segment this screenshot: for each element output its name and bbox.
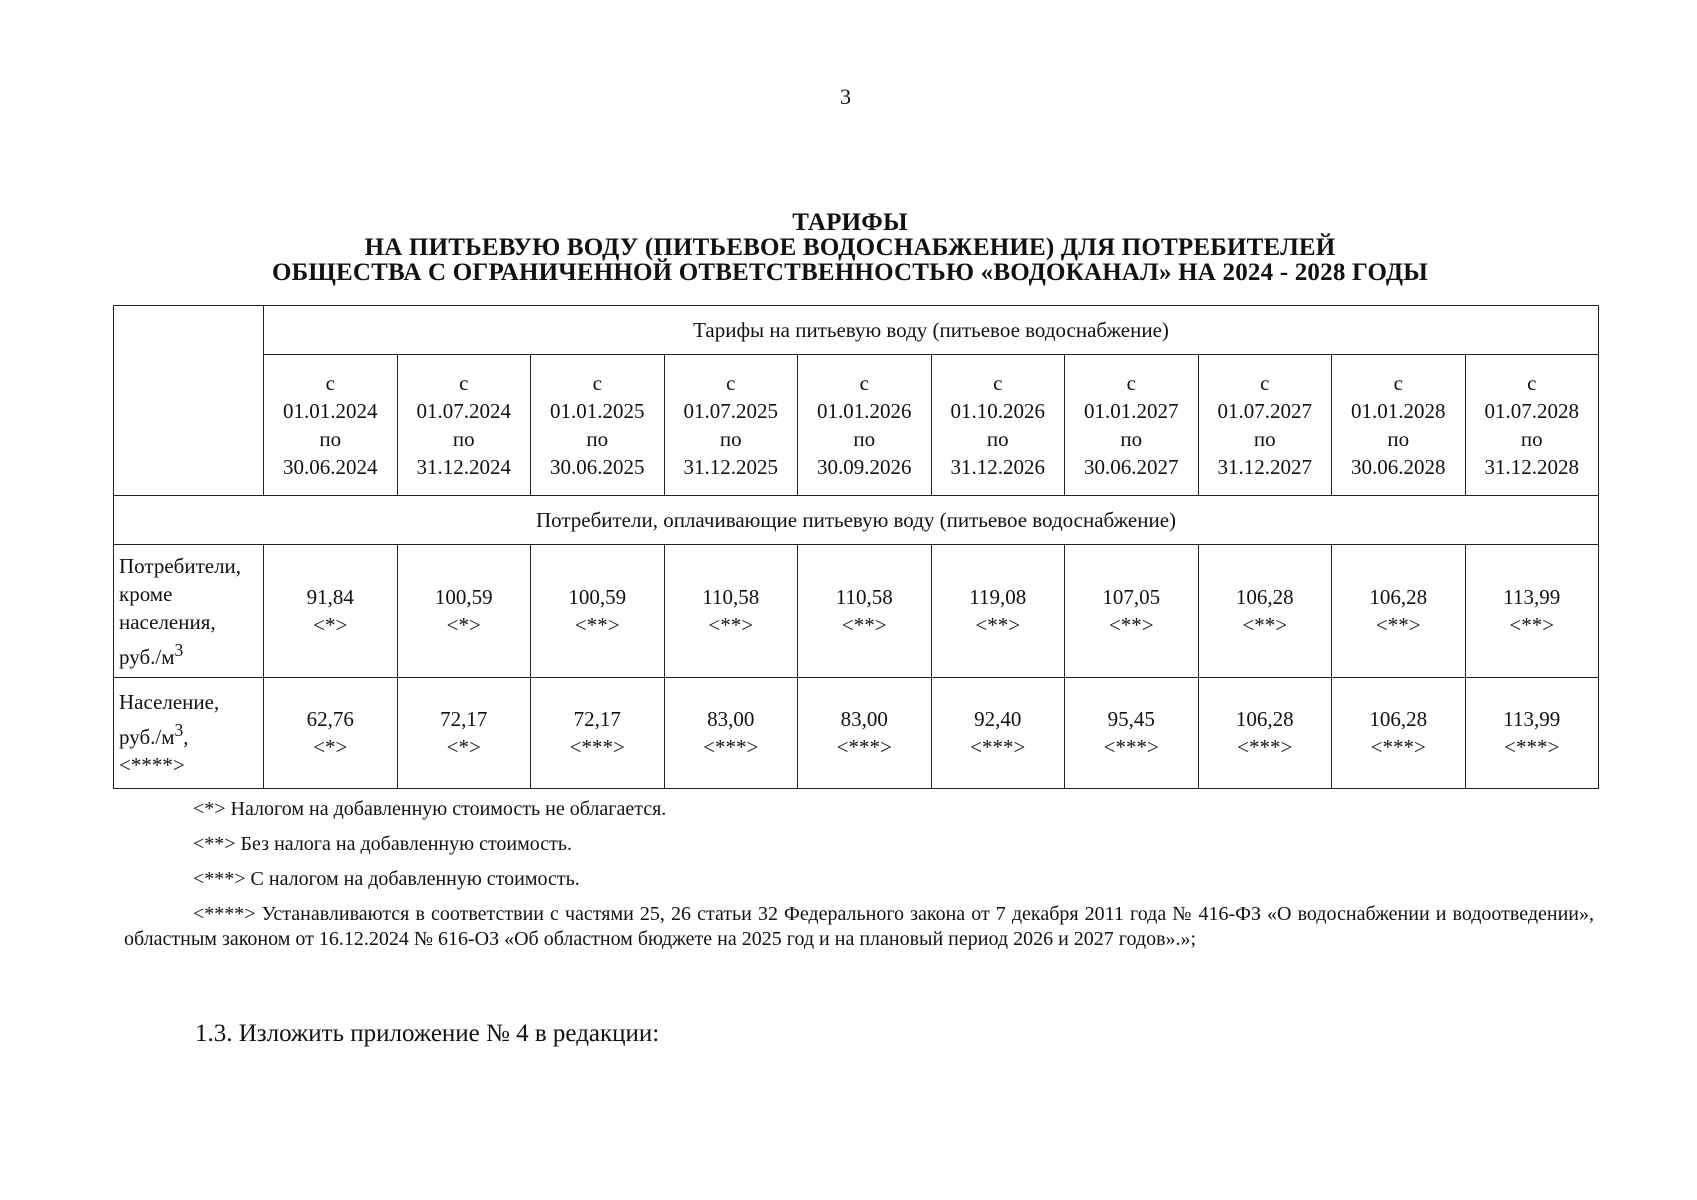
tariffs-header: Тарифы на питьевую воду (питьевое водоснабжение) xyxy=(264,306,1599,355)
tariff-value-cell: 83,00 <***> xyxy=(798,678,932,789)
period-header: с 01.01.2028 по 30.06.2028 xyxy=(1332,355,1466,496)
tariff-value-cell: 110,58 <**> xyxy=(664,545,798,678)
footnote-3: <***> С налогом на добавленную стоимость. xyxy=(193,868,580,890)
tariff-value-cell: 106,28 <**> xyxy=(1332,545,1466,678)
row-label-population: Население, $руб./м^3$, <****> xyxy=(114,678,264,789)
title-line-1: ТАРИФЫ xyxy=(792,209,908,236)
corner-cell xyxy=(114,306,264,496)
tariff-value-cell: 119,08 <**> xyxy=(931,545,1065,678)
period-header: с 01.07.2027 по 31.12.2027 xyxy=(1198,355,1332,496)
tariff-value-cell: 100,59 <**> xyxy=(531,545,665,678)
period-header: с 01.07.2024 по 31.12.2024 xyxy=(397,355,531,496)
tariff-value-cell: 100,59 <*> xyxy=(397,545,531,678)
tariff-value-cell: 92,40 <***> xyxy=(931,678,1065,789)
tariff-value-cell: 62,76 <*> xyxy=(264,678,398,789)
tariff-value-cell: 95,45 <***> xyxy=(1065,678,1199,789)
tariff-value-cell: 83,00 <***> xyxy=(664,678,798,789)
tariff-value-cell: 106,28 <**> xyxy=(1198,545,1332,678)
footnotes xyxy=(124,797,1594,952)
title-line-2: НА ПИТЬЕВУЮ ВОДУ (ПИТЬЕВОЕ ВОДОСНАБЖЕНИЕ) ДЛЯ ПОТРЕБИТЕЛЕЙ xyxy=(364,234,1336,261)
tariff-value-cell: 113,99 <**> xyxy=(1465,545,1599,678)
footnote-1: <*> Налогом на добавленную стоимость не облагается. xyxy=(193,798,667,820)
tariff-value-cell: 72,17 <*> xyxy=(397,678,531,789)
period-header: с 01.01.2027 по 30.06.2027 xyxy=(1065,355,1199,496)
tariff-value-cell: 72,17 <***> xyxy=(531,678,665,789)
period-header: с 01.01.2024 по 30.06.2024 xyxy=(264,355,398,496)
document-title xyxy=(180,210,1520,285)
period-header: с 01.01.2026 по 30.09.2026 xyxy=(798,355,932,496)
section-header: Потребители, оплачивающие питьевую воду (питьевое водоснабжение) xyxy=(114,496,1599,545)
tariff-value-cell: 113,99 <***> xyxy=(1465,678,1599,789)
period-header: с 01.07.2025 по 31.12.2025 xyxy=(664,355,798,496)
footnote-4: <****> Устанавливаются в соответствии с частями 25, 26 статьи 32 Федерального закона от 7 декабря 2011 года № 416-ФЗ «О водоснабжении и водоотведении», областным законом от 16.12.2024 № 616-ОЗ «Об областном бюджете на 2025 год и на плановый период 2026 и 2027 годов».»; xyxy=(124,903,1594,950)
tariff-value-cell: 107,05 <**> xyxy=(1065,545,1199,678)
period-header: с 01.01.2025 по 30.06.2025 xyxy=(531,355,665,496)
tariff-value-cell: 110,58 <**> xyxy=(798,545,932,678)
tariffs-table xyxy=(113,305,1599,789)
row-label-non-population: Потребители, кроме населения, $руб./м^3$ xyxy=(114,545,264,678)
tariff-value-cell: 91,84 <*> xyxy=(264,545,398,678)
tariff-value-cell: 106,28 <***> xyxy=(1198,678,1332,789)
footnote-2: <**> Без налога на добавленную стоимость. xyxy=(193,833,573,855)
tariff-value-cell: 106,28 <***> xyxy=(1332,678,1466,789)
page-number: 3 xyxy=(840,84,851,109)
clause-1-3: 1.3. Изложить приложение № 4 в редакции: xyxy=(195,1020,660,1047)
period-header: с 01.07.2028 по 31.12.2028 xyxy=(1465,355,1599,496)
period-header: с 01.10.2026 по 31.12.2026 xyxy=(931,355,1065,496)
title-line-3: ОБЩЕСТВА С ОГРАНИЧЕННОЙ ОТВЕТСТВЕННОСТЬЮ «ВОДОКАНАЛ» НА 2024 - 2028 ГОДЫ xyxy=(271,259,1429,286)
